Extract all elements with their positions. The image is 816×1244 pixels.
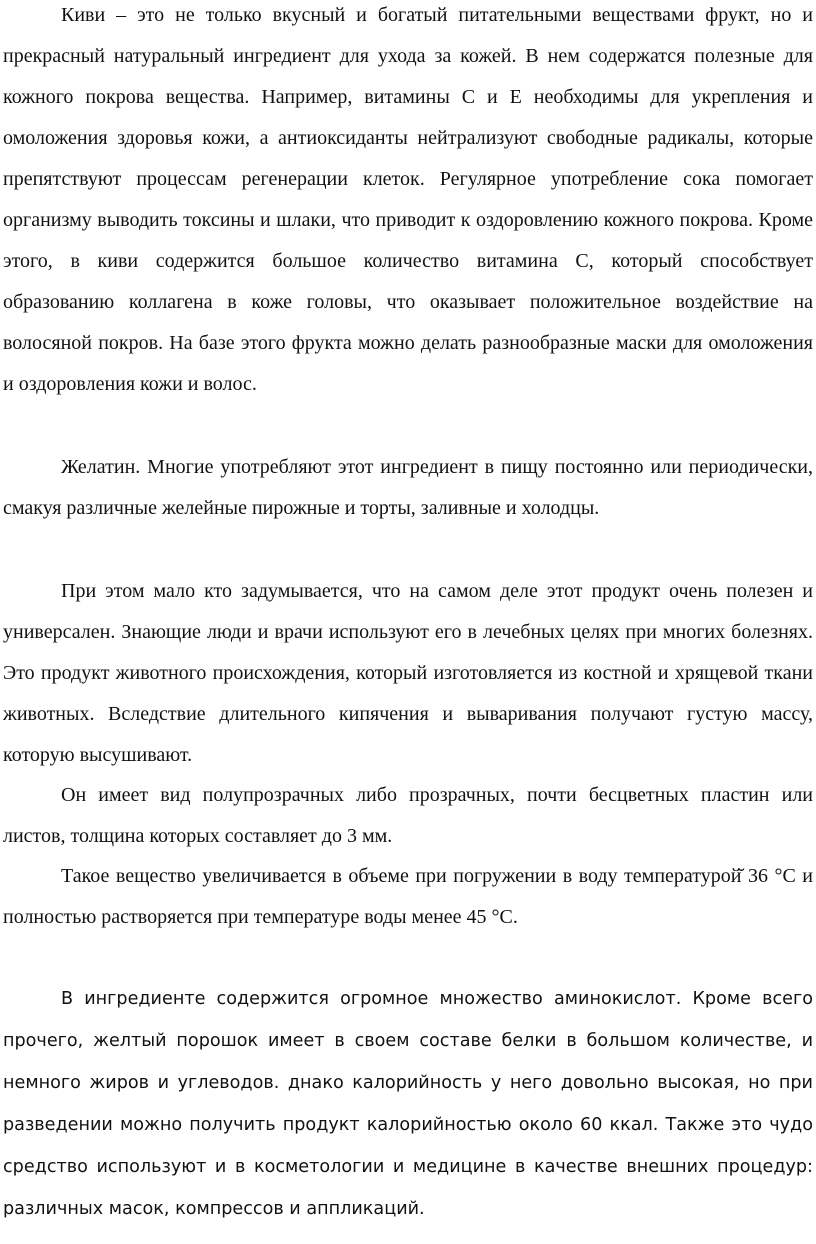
paragraph-kiwi: Киви – это не только вкусный и богатый питательными веществами фрукт, но и прекрасный натуральный ингредиент для ухода за кожей. В нем содержатся полезные для кожного покрова вещества. Например, витамины С и Е необходимы для укрепления и омоложения здоровья кожи, а антиоксиданты нейтрализуют свободные радикалы, которые препятствуют процессам регенерации клеток. Регулярное употребление сока помогает организму выводить токсины и шлаки, что приводит к оздоровлению кожного покрова. Кроме этого, в киви содержится большое количество витамина С, который способствует образованию коллагена в коже головы, что оказывает положительное воздействие на волосяной покров. На базе этого фрукта можно делать разнообразные маски для омоложения и оздоровления кожи и волос. (3, 4, 813, 395)
paragraph-gelatin-composition: В ингредиенте содержится огромное множество аминокислот. Кроме всего прочего, желтый порошок имеет в своем составе белки в большом количестве, и немного жиров и углеводов. днако калорийность у него довольно высокая, но при разведении можно получить продукт калорийностью около 60 ккал. Также это чудо средство используют и в косметологии и медицине в качестве внешних процедур: различных масок, компрессов и аппликаций. (3, 989, 813, 1219)
paragraph-gelatin-temperature: Такое вещество увеличивается в объеме при погружении в воду температурой̆ 36 °С и полностью растворяется при температуре воды менее 45 °С. (3, 865, 813, 928)
paragraph-gelatin-benefits: При этом мало кто задумывается, что на самом деле этот продукт очень полезен и универсален. Знающие люди и врачи используют его в лечебных целях при многих болезнях. Это продукт животного происхождения, который изготовляется из костной и хрящевой ткани животных. Вследствие длительного кипячения и вываривания получают густую массу, которую высушивают. (3, 580, 813, 766)
paragraph-gelatin-intro: Желатин. Многие употребляют этот ингредиент в пищу постоянно или периодически, смакуя различные желейные пирожные и торты, заливные и холодцы. (3, 456, 813, 519)
paragraph-gelatin-appearance: Он имеет вид полупрозрачных либо прозрачных, почти бесцветных пластин или листов, толщина которых составляет до 3 мм. (3, 784, 813, 847)
